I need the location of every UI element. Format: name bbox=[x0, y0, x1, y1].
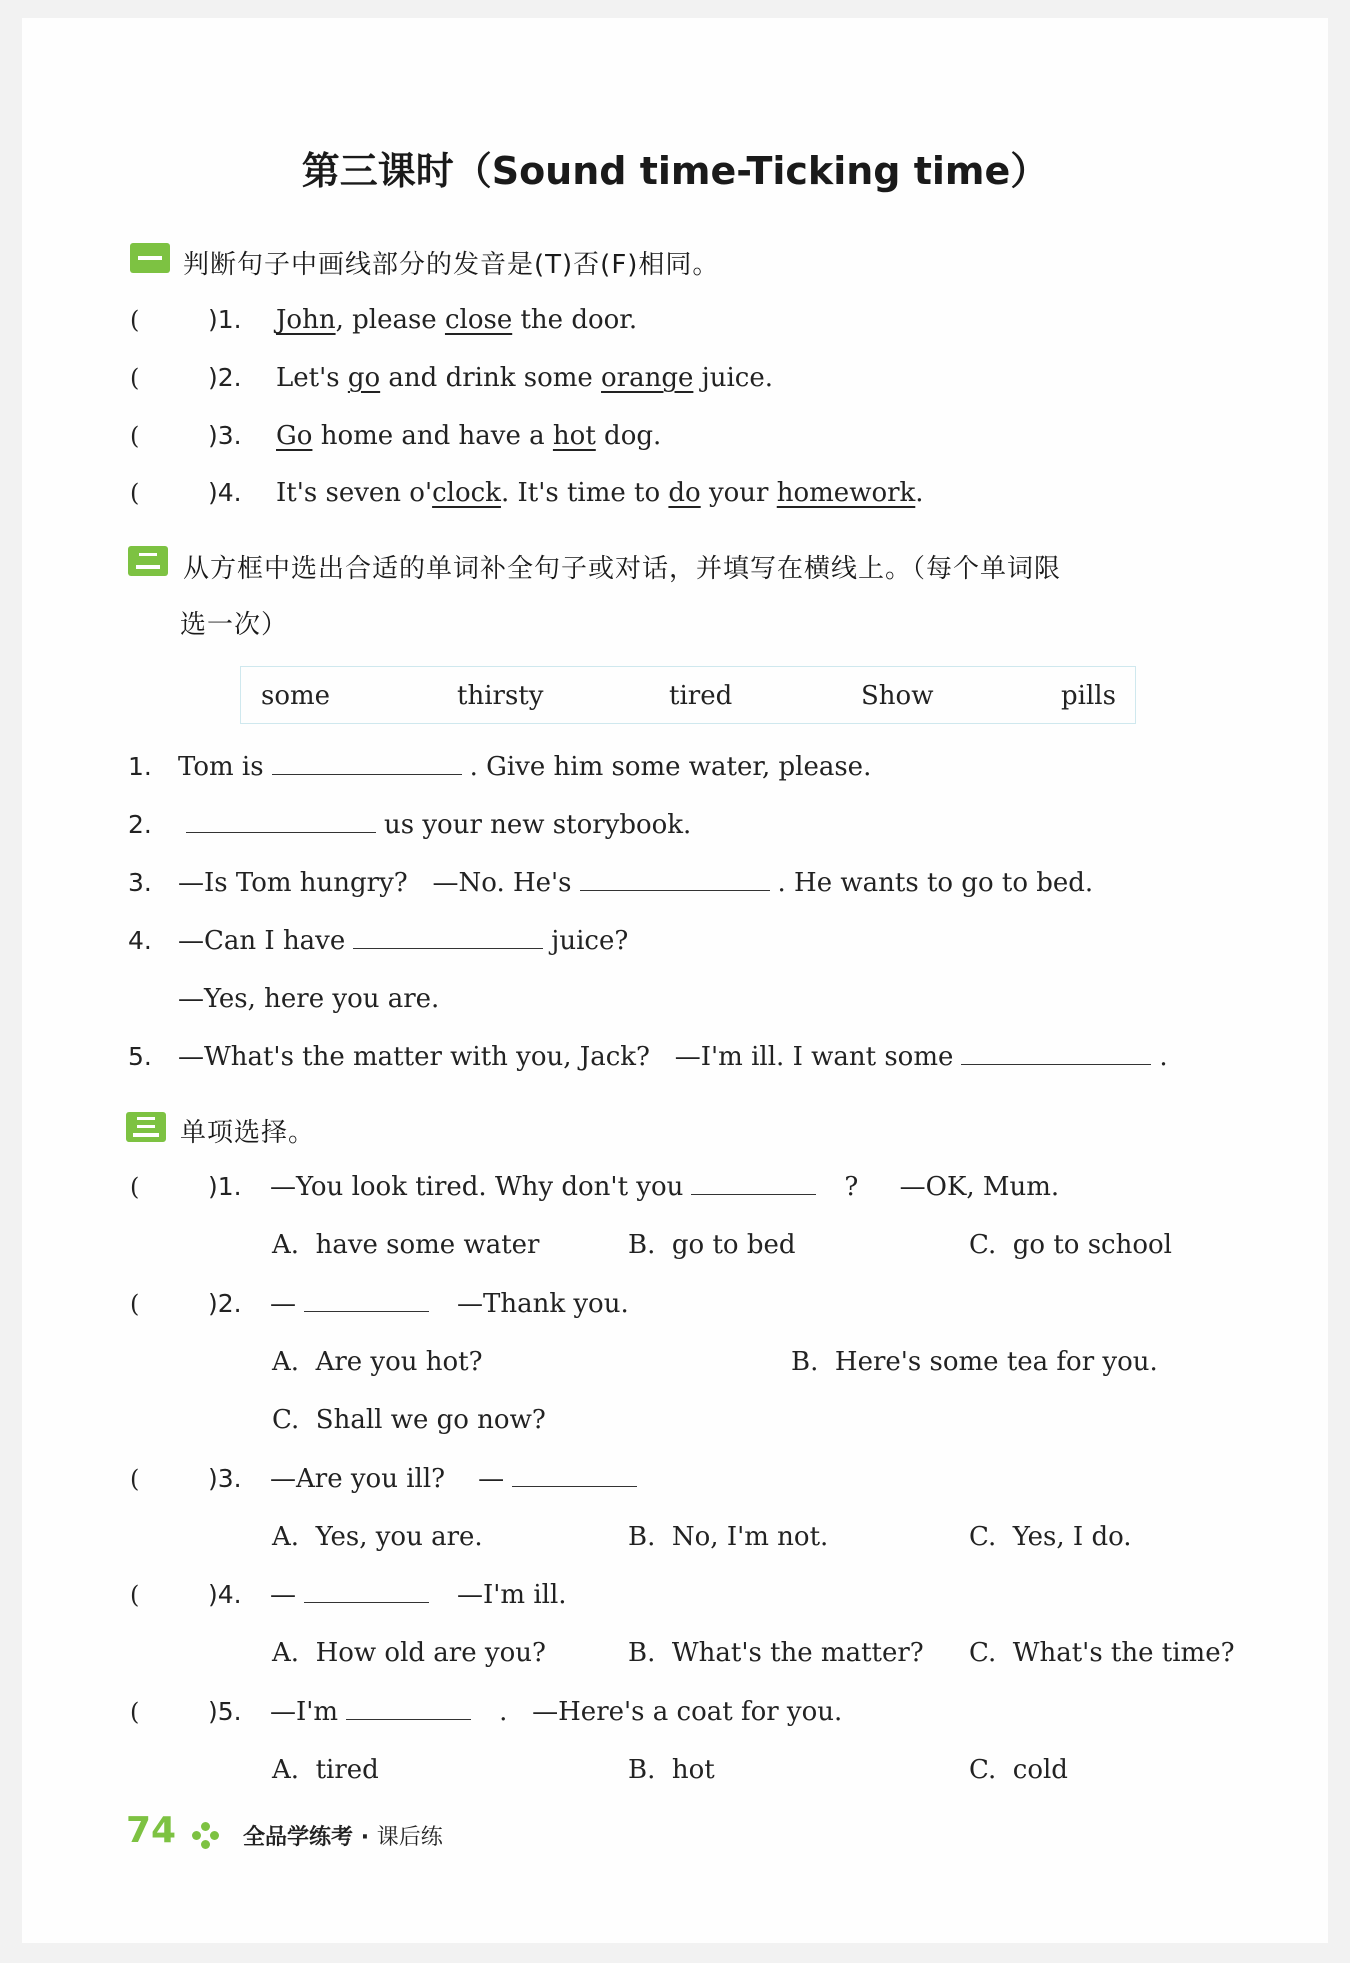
underlined-text: Go bbox=[276, 421, 313, 451]
word-box-item: Show bbox=[861, 681, 934, 711]
answer-paren[interactable]: ( bbox=[130, 1698, 140, 1726]
underlined-text: John bbox=[276, 305, 336, 335]
page-title: 第三课时（Sound time-Ticking time） bbox=[301, 149, 1049, 193]
tf-question bbox=[130, 421, 661, 451]
sentence-text: your bbox=[700, 478, 777, 508]
footer-dot: · bbox=[360, 1825, 370, 1850]
answer-blank[interactable] bbox=[304, 1580, 429, 1603]
sentence-text: —I'm bbox=[270, 1697, 339, 1727]
section-two-heading-line2: 选一次） bbox=[180, 610, 289, 640]
fill-question bbox=[128, 1042, 1168, 1072]
answer-paren[interactable]: ( bbox=[130, 1465, 140, 1493]
sentence-text: —What's the matter with you, Jack? —I'm ill. I want some bbox=[178, 1042, 954, 1072]
answer-blank[interactable] bbox=[512, 1464, 637, 1487]
sentence-text: , please bbox=[335, 305, 445, 335]
mc-option[interactable]: B. No, I'm not. bbox=[628, 1522, 829, 1552]
sentence-text: dog. bbox=[595, 421, 662, 451]
word-box-item: tired bbox=[669, 681, 733, 711]
question-number: 5. bbox=[128, 1042, 152, 1071]
underlined-text: orange bbox=[601, 363, 694, 393]
footer-sub: 课后练 bbox=[376, 1825, 443, 1850]
sentence-text: — bbox=[270, 1580, 296, 1610]
sentence-text: juice. bbox=[693, 363, 773, 393]
answer-blank[interactable] bbox=[580, 868, 770, 891]
sentence-text: —Yes, here you are. bbox=[178, 984, 440, 1014]
sentence-text: —I'm ill. bbox=[457, 1580, 567, 1610]
sentence-text: . Give him some water, please. bbox=[469, 752, 872, 782]
question-number: 3. bbox=[128, 868, 152, 897]
sentence-text: ? —OK, Mum. bbox=[844, 1172, 1060, 1202]
question-number: )5. bbox=[208, 1697, 242, 1726]
sentence-text: the door. bbox=[512, 305, 638, 335]
answer-paren[interactable]: ( bbox=[130, 479, 140, 507]
sentence-text: —You look tired. Why don't you bbox=[270, 1172, 684, 1202]
section-three-icon bbox=[126, 1112, 166, 1142]
sentence-text: —Thank you. bbox=[457, 1289, 629, 1319]
sentence-text: — bbox=[270, 1289, 296, 1319]
answer-paren[interactable]: ( bbox=[130, 306, 140, 334]
mc-question bbox=[130, 1289, 629, 1319]
mc-option[interactable]: C. Yes, I do. bbox=[969, 1522, 1132, 1552]
footer-brand-name: 全品学练考 bbox=[243, 1825, 354, 1850]
fill-question-reply bbox=[178, 984, 439, 1014]
question-number: )4. bbox=[208, 478, 242, 507]
word-box-item: pills bbox=[1061, 681, 1116, 711]
answer-blank[interactable] bbox=[272, 752, 462, 775]
mc-option[interactable]: A. tired bbox=[272, 1755, 379, 1785]
answer-blank[interactable] bbox=[353, 926, 543, 949]
mc-option[interactable]: B. hot bbox=[628, 1755, 715, 1785]
answer-paren[interactable]: ( bbox=[130, 364, 140, 392]
section-one-heading: 判断句子中画线部分的发音是(T)否(F)相同。 bbox=[183, 250, 720, 280]
answer-blank[interactable] bbox=[186, 810, 376, 833]
underlined-text: do bbox=[668, 478, 701, 508]
section-one-icon bbox=[130, 243, 170, 273]
underlined-text: go bbox=[347, 363, 381, 393]
mc-option[interactable]: A. Yes, you are. bbox=[272, 1522, 483, 1552]
sentence-text: juice? bbox=[551, 926, 629, 956]
question-number: )3. bbox=[208, 421, 242, 450]
mc-question bbox=[130, 1464, 645, 1494]
answer-blank[interactable] bbox=[691, 1172, 816, 1195]
sentence-text: . —Here's a coat for you. bbox=[499, 1697, 843, 1727]
question-number: )2. bbox=[208, 363, 242, 392]
sentence-text: It's seven o' bbox=[276, 478, 433, 508]
fill-question bbox=[128, 752, 871, 782]
word-box-item: thirsty bbox=[457, 681, 544, 711]
question-number: )1. bbox=[208, 305, 242, 334]
underlined-text: hot bbox=[552, 421, 596, 451]
sentence-text: —Are you ill? — bbox=[270, 1464, 505, 1494]
sentence-text: and drink some bbox=[380, 363, 602, 393]
fill-question bbox=[128, 926, 628, 956]
mc-option[interactable]: C. cold bbox=[969, 1755, 1068, 1785]
question-number: 1. bbox=[128, 752, 152, 781]
sentence-text: . bbox=[915, 478, 924, 508]
word-box bbox=[240, 666, 1136, 724]
fill-question bbox=[128, 810, 691, 840]
sentence-text: . bbox=[1159, 1042, 1168, 1072]
mc-option[interactable]: C. Shall we go now? bbox=[272, 1405, 546, 1435]
mc-question bbox=[130, 1697, 842, 1727]
answer-blank[interactable] bbox=[346, 1697, 471, 1720]
sentence-text: . He wants to go to bed. bbox=[777, 868, 1094, 898]
word-box-item: some bbox=[261, 681, 331, 711]
underlined-text: close bbox=[444, 305, 513, 335]
answer-blank[interactable] bbox=[961, 1042, 1151, 1065]
mc-option[interactable]: B. Here's some tea for you. bbox=[791, 1347, 1158, 1377]
sentence-text: —Is Tom hungry? —No. He's bbox=[178, 868, 572, 898]
answer-paren[interactable]: ( bbox=[130, 1581, 140, 1609]
mc-option[interactable]: A. Are you hot? bbox=[272, 1347, 483, 1377]
answer-paren[interactable]: ( bbox=[130, 422, 140, 450]
mc-option[interactable]: C. go to school bbox=[969, 1230, 1172, 1260]
tf-question bbox=[130, 478, 924, 508]
question-number: 2. bbox=[128, 810, 152, 839]
question-number: )4. bbox=[208, 1580, 242, 1609]
underlined-text: homework bbox=[776, 478, 916, 508]
mc-question bbox=[130, 1580, 567, 1610]
question-number: )1. bbox=[208, 1172, 242, 1201]
sentence-text: us your new storybook. bbox=[384, 810, 692, 840]
sentence-text: . It's time to bbox=[500, 478, 669, 508]
sentence-text: Tom is bbox=[178, 752, 264, 782]
tf-question bbox=[130, 305, 637, 335]
mc-question bbox=[130, 1172, 1059, 1202]
answer-paren[interactable]: ( bbox=[130, 1173, 140, 1201]
underlined-text: clock bbox=[432, 478, 501, 508]
section-three-heading: 单项选择。 bbox=[180, 1118, 316, 1148]
question-number: )2. bbox=[208, 1289, 242, 1318]
mc-option[interactable]: A. have some water bbox=[272, 1230, 540, 1260]
page-number: 74 bbox=[126, 1810, 177, 1851]
sentence-text: Let's bbox=[276, 363, 348, 393]
tf-question bbox=[130, 363, 773, 393]
section-two-heading-line1: 从方框中选出合适的单词补全句子或对话，并填写在横线上。（每个单词限 bbox=[183, 554, 1062, 584]
question-number: )3. bbox=[208, 1464, 242, 1493]
answer-paren[interactable]: ( bbox=[130, 1290, 140, 1318]
fill-question bbox=[128, 868, 1093, 898]
sentence-text: home and have a bbox=[312, 421, 553, 451]
mc-option[interactable]: C. What's the time? bbox=[969, 1638, 1235, 1668]
sentence-text: —Can I have bbox=[178, 926, 346, 956]
mc-option[interactable]: B. go to bed bbox=[628, 1230, 796, 1260]
footer-brand bbox=[243, 1820, 443, 1851]
mc-option[interactable]: B. What's the matter? bbox=[628, 1638, 924, 1668]
answer-blank[interactable] bbox=[304, 1289, 429, 1312]
clover-icon bbox=[192, 1822, 220, 1850]
mc-option[interactable]: A. How old are you? bbox=[272, 1638, 546, 1668]
section-two-icon bbox=[128, 546, 168, 576]
question-number: 4. bbox=[128, 926, 152, 955]
